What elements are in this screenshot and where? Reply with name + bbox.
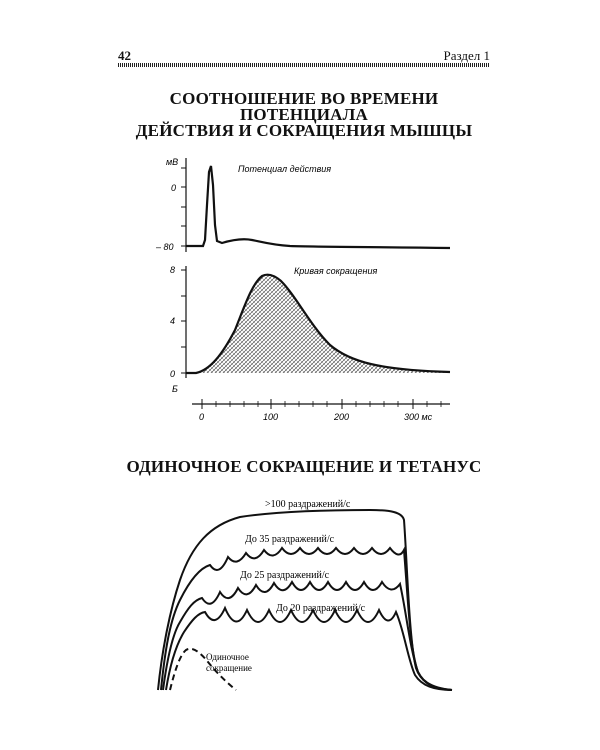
title-line: ОДИНОЧНОЕ СОКРАЩЕНИЕ И ТЕТАНУС xyxy=(126,457,482,476)
label-25: До 25 раздражений/с xyxy=(240,570,330,581)
contraction-area xyxy=(196,275,450,373)
section-label: Раздел 1 xyxy=(443,48,490,63)
panel-letter: Б xyxy=(172,384,178,394)
x-tick-label: 200 xyxy=(334,412,350,422)
tetanus-figure xyxy=(158,499,452,690)
top-y-tick-label: – 80 xyxy=(156,242,174,252)
top-y-tick-label: 0 xyxy=(171,183,177,193)
x-tick-label: 300 мс xyxy=(404,412,433,422)
title-line: ДЕЙСТВИЯ И СОКРАЩЕНИЯ МЫШЦЫ xyxy=(135,121,473,140)
top-y-unit: мВ xyxy=(166,157,179,167)
bottom-y-tick-label: 4 xyxy=(170,316,176,326)
single-twitch-label: сокращение xyxy=(206,663,252,673)
action-potential-panel xyxy=(155,157,450,252)
label-100: >100 раздражений/с xyxy=(265,499,351,510)
x-tick-label: 100 xyxy=(263,412,279,422)
single-twitch-label: Одиночное xyxy=(206,652,249,662)
action-potential-label: Потенциал действия xyxy=(238,164,332,174)
bottom-y-tick-label: 8 xyxy=(170,265,176,275)
page-number: 42 xyxy=(118,48,131,63)
label-20: До 20 раздражений/с xyxy=(276,603,366,614)
x-tick-label: 0 xyxy=(199,412,205,422)
section-title-2 xyxy=(118,459,490,475)
label-35: До 35 раздражений/с xyxy=(245,534,335,545)
action-potential-curve xyxy=(186,166,450,248)
bottom-y-tick-label: 0 xyxy=(170,369,176,379)
title-line: СООТНОШЕНИЕ ВО ВРЕМЕНИ xyxy=(169,89,439,108)
title-line: ПОТЕНЦИАЛА xyxy=(239,105,368,124)
contraction-panel xyxy=(170,265,450,394)
time-axis xyxy=(192,399,450,422)
contraction-curve-label: Кривая сокращения xyxy=(294,266,378,276)
